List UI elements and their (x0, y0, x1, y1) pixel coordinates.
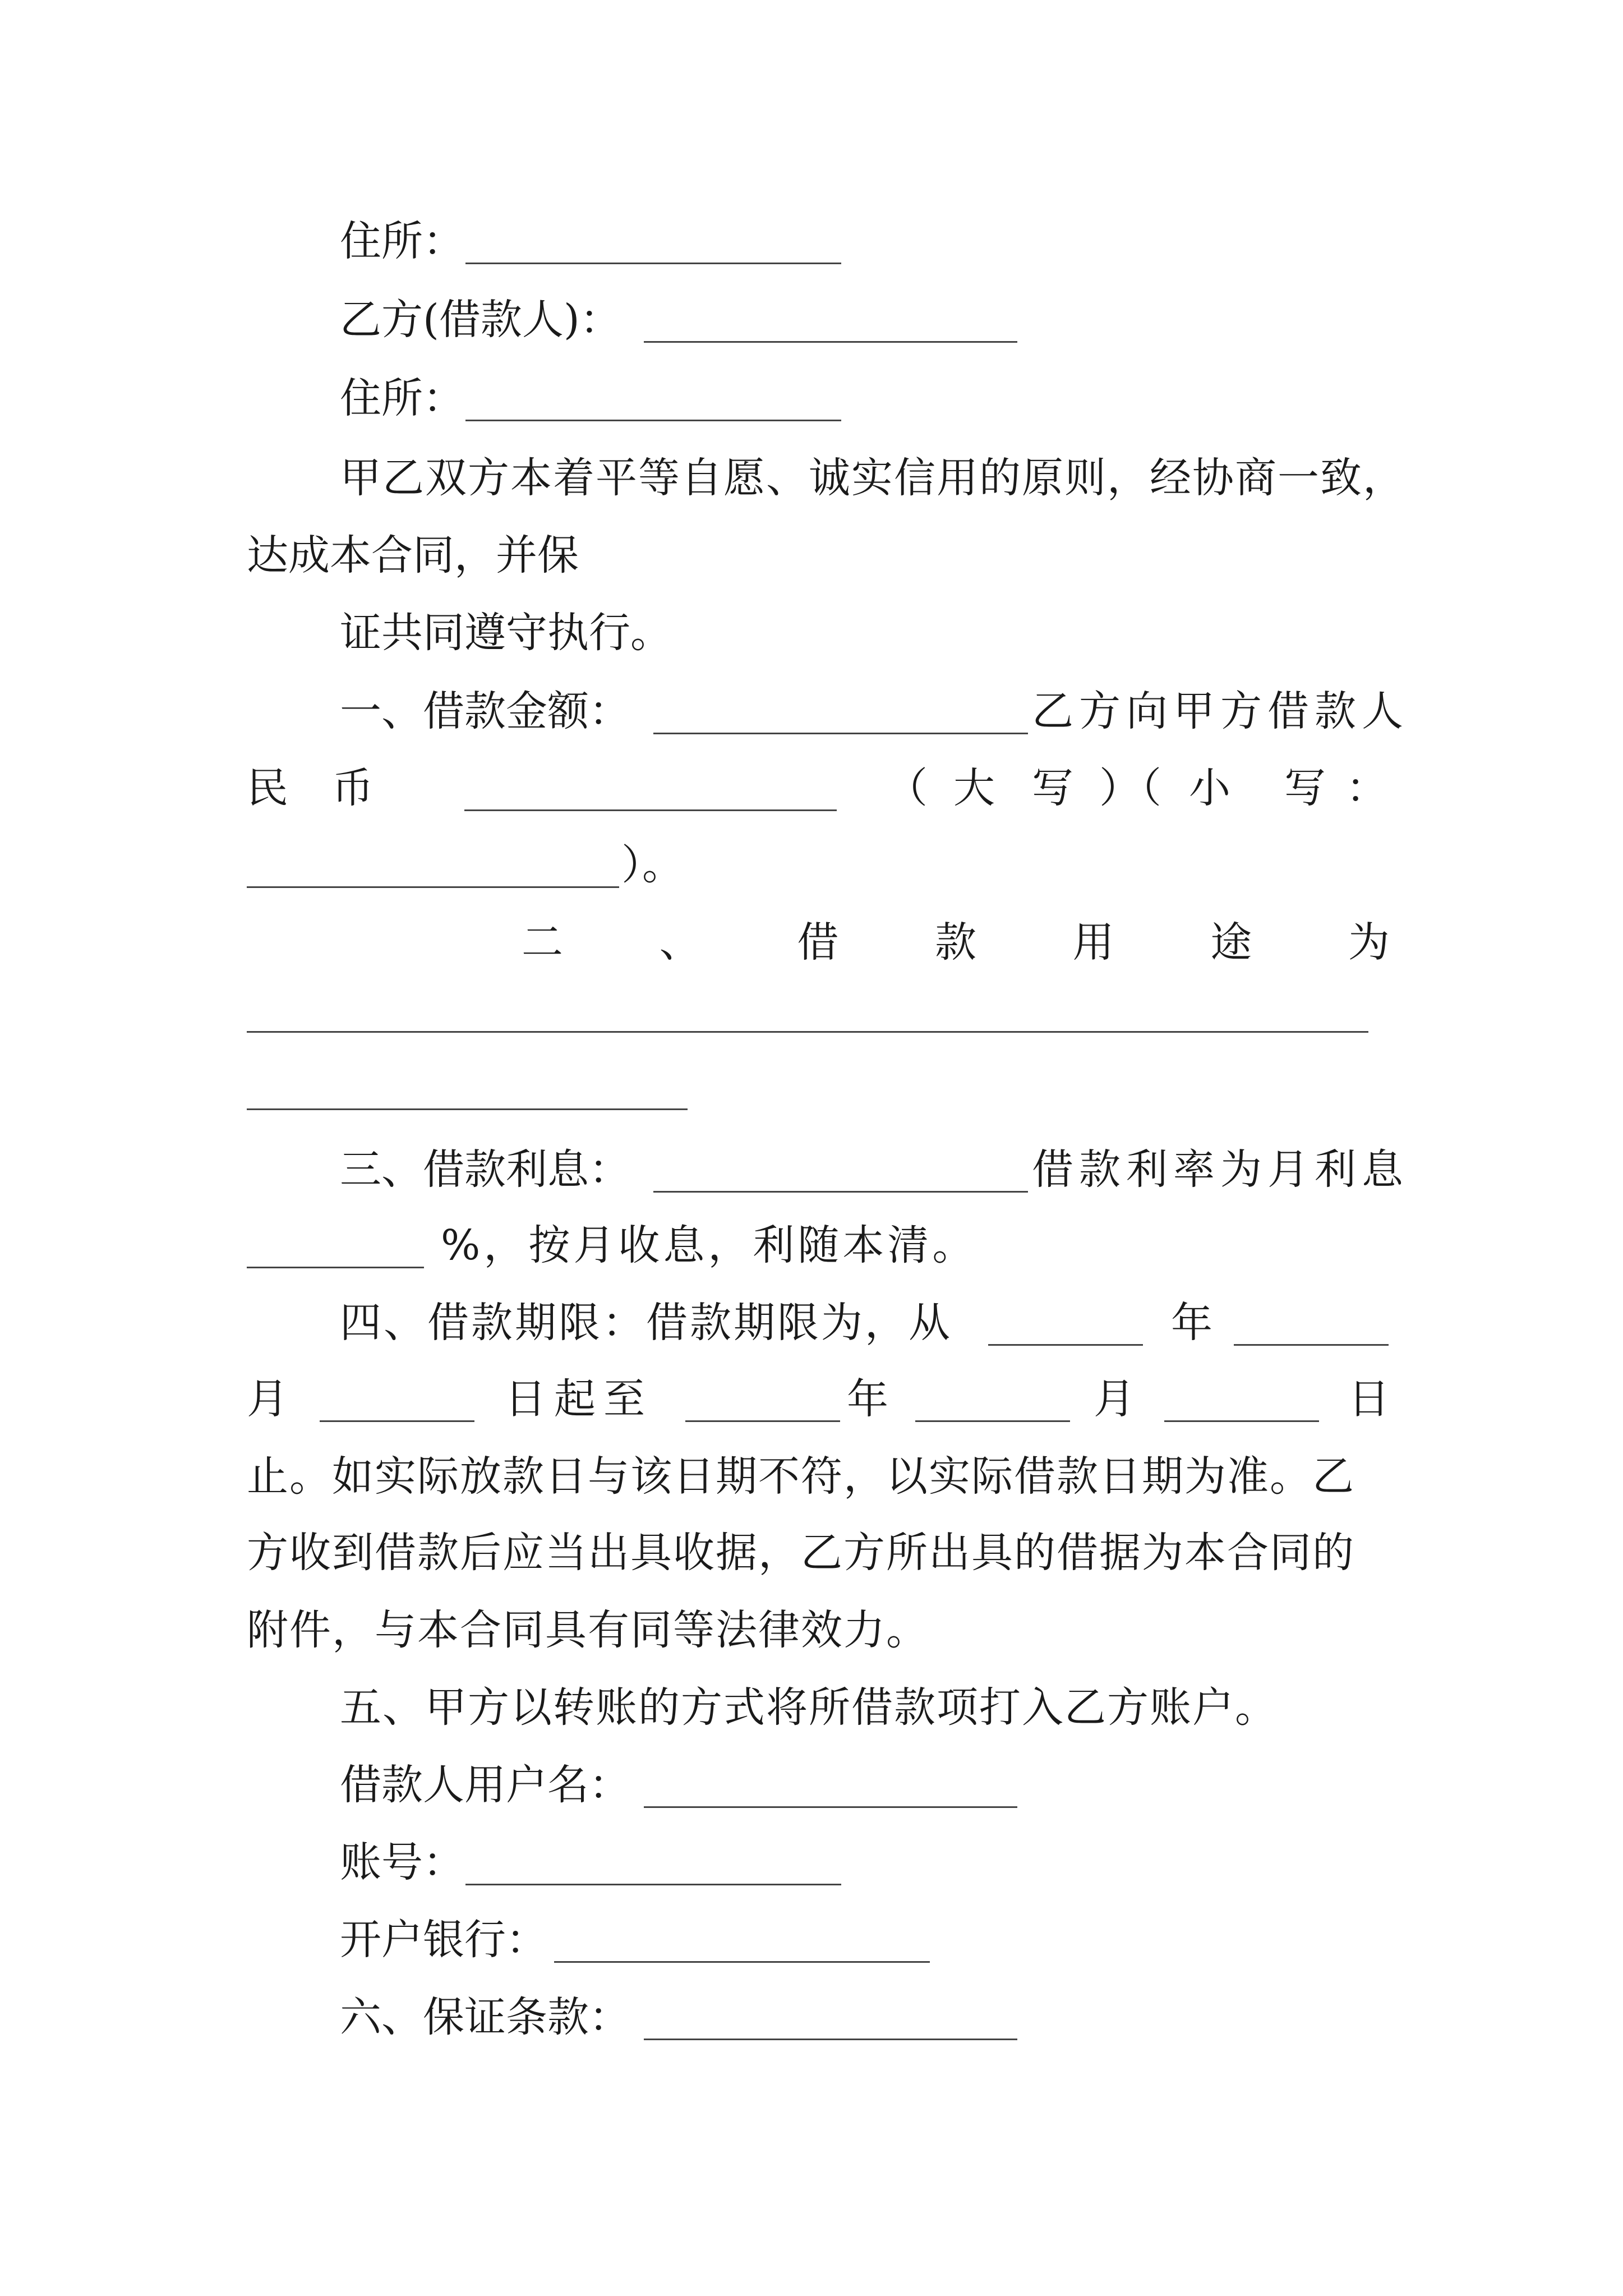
purpose-char-4: 款 (934, 918, 976, 967)
borrower-blank (644, 341, 1017, 343)
term-label: 四、借款期限：借款期限为，从 (340, 1299, 952, 1347)
purpose-char-2: 、 (659, 918, 701, 967)
term-year-char-1: 年 (1171, 1299, 1212, 1347)
account-number-label: 账号： (340, 1838, 464, 1887)
guarantee-blank (644, 2039, 1017, 2040)
address-blank-party-a (465, 263, 841, 264)
uppercase-char-1: 大 (953, 764, 995, 812)
term-clause-line-1: 止。如实际放款日与该日期不符，以实际借款日期为准。乙 (247, 1452, 1355, 1501)
interest-blank (653, 1191, 1028, 1193)
transfer-clause: 五、甲方以转账的方式将所借款项打入乙方账户。 (340, 1683, 1278, 1732)
bank-label: 开户银行： (340, 1916, 547, 1964)
colon: ： (1346, 764, 1387, 812)
term-end-month-blank (915, 1420, 1070, 1422)
rmb-uppercase-blank (464, 809, 837, 811)
rmb-lowercase-blank (247, 886, 619, 888)
purpose-char-7: 为 (1348, 918, 1390, 967)
term-year-char-2: 年 (847, 1375, 888, 1423)
interest-label: 三、借款利息： (340, 1145, 630, 1194)
preamble-line-2: 达成本合同，并保 (247, 531, 579, 579)
bank-blank (554, 1961, 930, 1963)
rmb-char-1: 民 (247, 764, 288, 812)
interest-rate-blank (247, 1267, 424, 1268)
lowercase-char-2: 写 (1284, 764, 1326, 812)
term-start-day-blank (320, 1420, 474, 1422)
purpose-char-1: 二 (522, 918, 563, 967)
term-start-month-blank (1234, 1344, 1389, 1346)
term-clause-line-3: 附件，与本合同具有同等法律效力。 (247, 1606, 929, 1654)
account-name-blank (644, 1806, 1017, 1808)
preamble-line-1: 甲乙双方本着平等自愿、诚实信用的原则，经协商一致， (340, 454, 1405, 502)
address-label-party-b: 住所： (340, 374, 464, 422)
rmb-close: ）。 (621, 841, 684, 889)
term-month-char-1: 月 (247, 1375, 288, 1423)
term-day-char: 日 (1348, 1375, 1390, 1423)
purpose-char-5: 用 (1072, 918, 1114, 967)
interest-terms: %，按月收息，利随本清。 (441, 1221, 978, 1269)
purpose-char-3: 借 (797, 918, 839, 967)
term-start-year-blank (988, 1344, 1143, 1346)
guarantee-label: 六、保证条款： (340, 1993, 630, 2041)
address-blank-party-b (465, 420, 841, 421)
interest-rate-text: 借款利率为月利息 (1032, 1145, 1409, 1194)
borrower-label: 乙方(借款人)： (340, 296, 621, 344)
loan-purpose-blank-2 (247, 1108, 688, 1110)
term-end-day-blank (1164, 1420, 1319, 1422)
preamble-line-3: 证共同遵守执行。 (340, 609, 672, 657)
loan-amount-blank (653, 733, 1028, 734)
loan-purpose-label (522, 909, 1390, 976)
loan-amount-label: 一、借款金额： (340, 687, 630, 735)
account-number-blank (465, 1884, 841, 1885)
uppercase-char-2: 写 (1032, 764, 1073, 812)
term-day-until: 日起至 (505, 1375, 653, 1423)
address-label-party-a: 住所： (340, 217, 464, 265)
term-end-year-blank (685, 1420, 840, 1422)
rmb-char-2: 币 (332, 764, 374, 812)
term-month-char-2: 月 (1094, 1375, 1135, 1423)
lowercase-char-1: 小 (1189, 764, 1230, 812)
purpose-char-6: 途 (1210, 918, 1252, 967)
term-clause-line-2: 方收到借款后应当出具收据，乙方所出具的借据为本合同的 (247, 1529, 1355, 1577)
loan-amount-text: 乙方向甲方借款人 (1032, 687, 1409, 735)
account-name-label: 借款人用户名： (340, 1761, 630, 1809)
paren-close-open: ）（ (1099, 764, 1161, 812)
loan-purpose-blank-1 (247, 1031, 1368, 1033)
paren-open-1: （ (886, 764, 928, 812)
